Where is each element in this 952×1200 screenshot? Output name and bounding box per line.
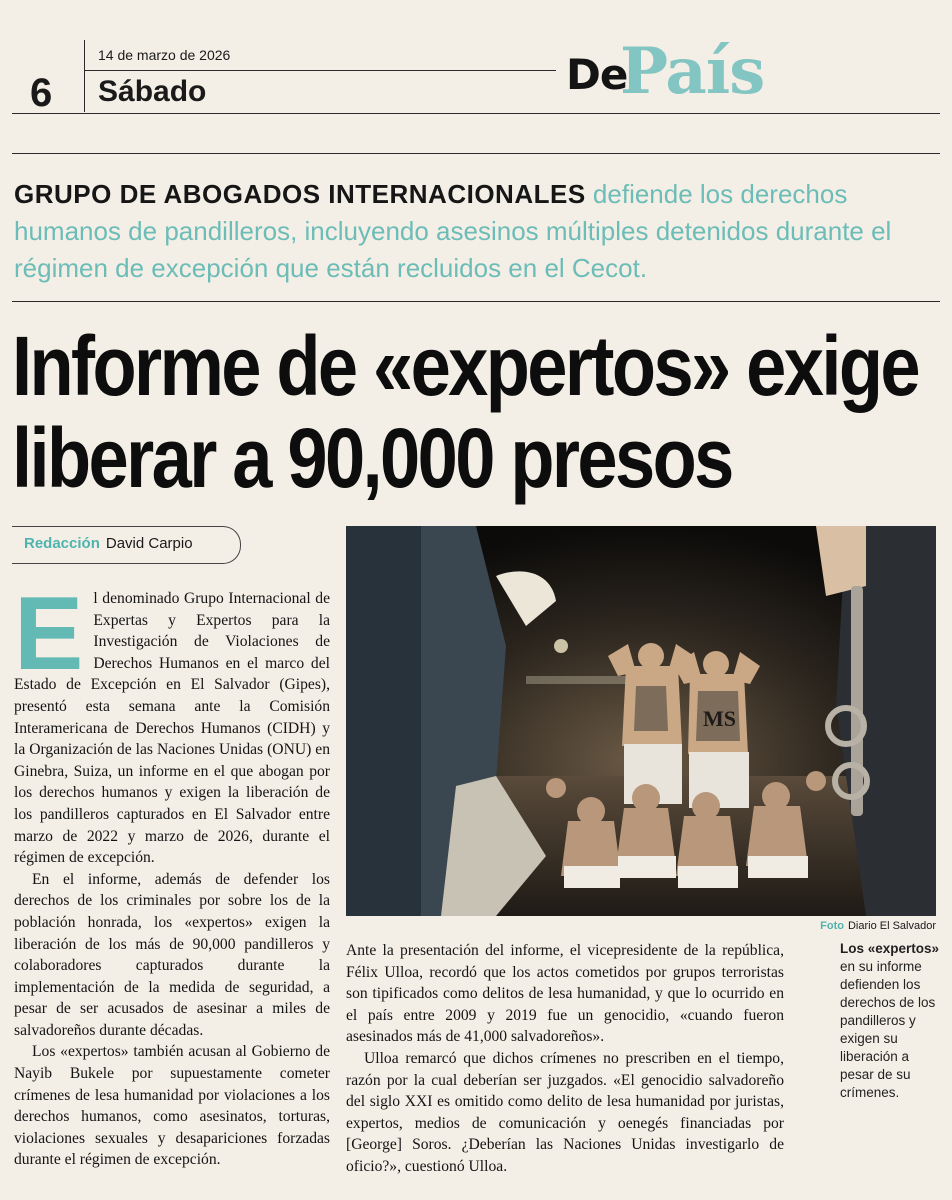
article-photo [346, 526, 936, 916]
deck-bottom-rule [12, 301, 940, 302]
photo-caption [700, 920, 936, 932]
caption-label: Foto [820, 920, 844, 932]
deck-text: defiende los derechos humanos de pandilleros, incluyendo asesinos múltiples detenidos durante el régimen de excepción que están recluidos en el Cecot. [14, 179, 892, 283]
paragraph-1: l denominado Grupo Internacional de Expertas y Expertos para la Investigación de Violaciones de Derechos Humanos en el marco del Estado de Excepción en El Salvador (Gipes), presentó esta semana ante la Comisión Interamericana de Derechos Humanos (CIDH) y la Organización de las Naciones Unidas (ONU) en Ginebra, Suiza, un informe en el que abogan por los derechos humanos y exigen la liberación de los pandilleros capturados en El Salvador entre marzo de 2022 y marzo de 2026, durante el régimen de excepción. [14, 590, 330, 867]
page-number: 6 [30, 71, 53, 115]
deck-top-rule [12, 153, 940, 154]
paragraph-5: Ulloa remarcó que dichos crímenes no prescriben en el tiempo, razón por la cual deberían ser juzgados. «El genocidio salvadoreño del siglo XXI es omitido como delito de lesa humanidad por juristas, expertos, medios de comunicación y oenegés financiadas por [George] Soros. ¿Deberían las Naciones Unidas investigarlo de oficio?», cuestionó Ulloa. [346, 1049, 784, 1175]
article-column-2 [346, 940, 784, 1178]
headline-line-1: Informe de «expertos» exige [12, 319, 918, 413]
prison-scene-illustration [346, 526, 936, 916]
caption-source: Diario El Salvador [847, 920, 936, 932]
deck-lead: GRUPO DE ABOGADOS INTERNACIONALES [14, 179, 586, 209]
side-note-text: en su informe defienden los derechos de los pandilleros y exigen su liberación a pesar de su crímenes. [840, 959, 936, 1100]
issue-day: Sábado [98, 75, 207, 108]
side-note-lead: Los «expertos» [840, 941, 940, 956]
byline-author: David Carpio [105, 535, 193, 552]
byline [24, 535, 193, 552]
drop-cap: E [14, 576, 84, 692]
headline [12, 319, 918, 505]
paragraph-3: Los «expertos» también acusan al Gobierno de Nayib Bukele por supuestamente cometer crímenes de lesa humanidad por violaciones a los derechos humanos, como asesinatos, torturas, violaciones sexuales y desapariciones forzadas durante el régimen de excepción. [14, 1043, 330, 1169]
headline-line-2: liberar a 90,000 presos [12, 411, 732, 505]
byline-role: Redacción [24, 535, 100, 552]
header-vertical-rule [84, 40, 85, 112]
paragraph-4: Ante la presentación del informe, el vicepresidente de la república, Félix Ulloa, recordó que los actos cometidos por grupos terroristas son tipificados como delitos de lesa humanidad, y que lo ocurrido en el país entre 2009 y 2019 fue un genocidio, «cuando fueron asesinados más de 41,000 salvadoreños». [346, 942, 784, 1046]
section-name: País [620, 34, 765, 109]
issue-date: 14 de marzo de 2026 [98, 47, 231, 63]
deck [14, 176, 944, 287]
paragraph-2: En el informe, además de defender los derechos de los criminales por sobre los de la población honrada, los «expertos» exigen la liberación de los más de 90,000 pandilleros y colaboradores capturados durante la implementación de la medida de seguridad, a pesar de ser acusados de asesinar a miles de salvadoreños durante décadas. [14, 870, 330, 1039]
header-bottom-rule [12, 113, 940, 114]
side-note [840, 940, 940, 1102]
article-column-1 [14, 576, 330, 1171]
tattoo-text: MS [703, 706, 736, 731]
section-prefix: De [566, 50, 628, 99]
header-top-rule [84, 70, 556, 71]
